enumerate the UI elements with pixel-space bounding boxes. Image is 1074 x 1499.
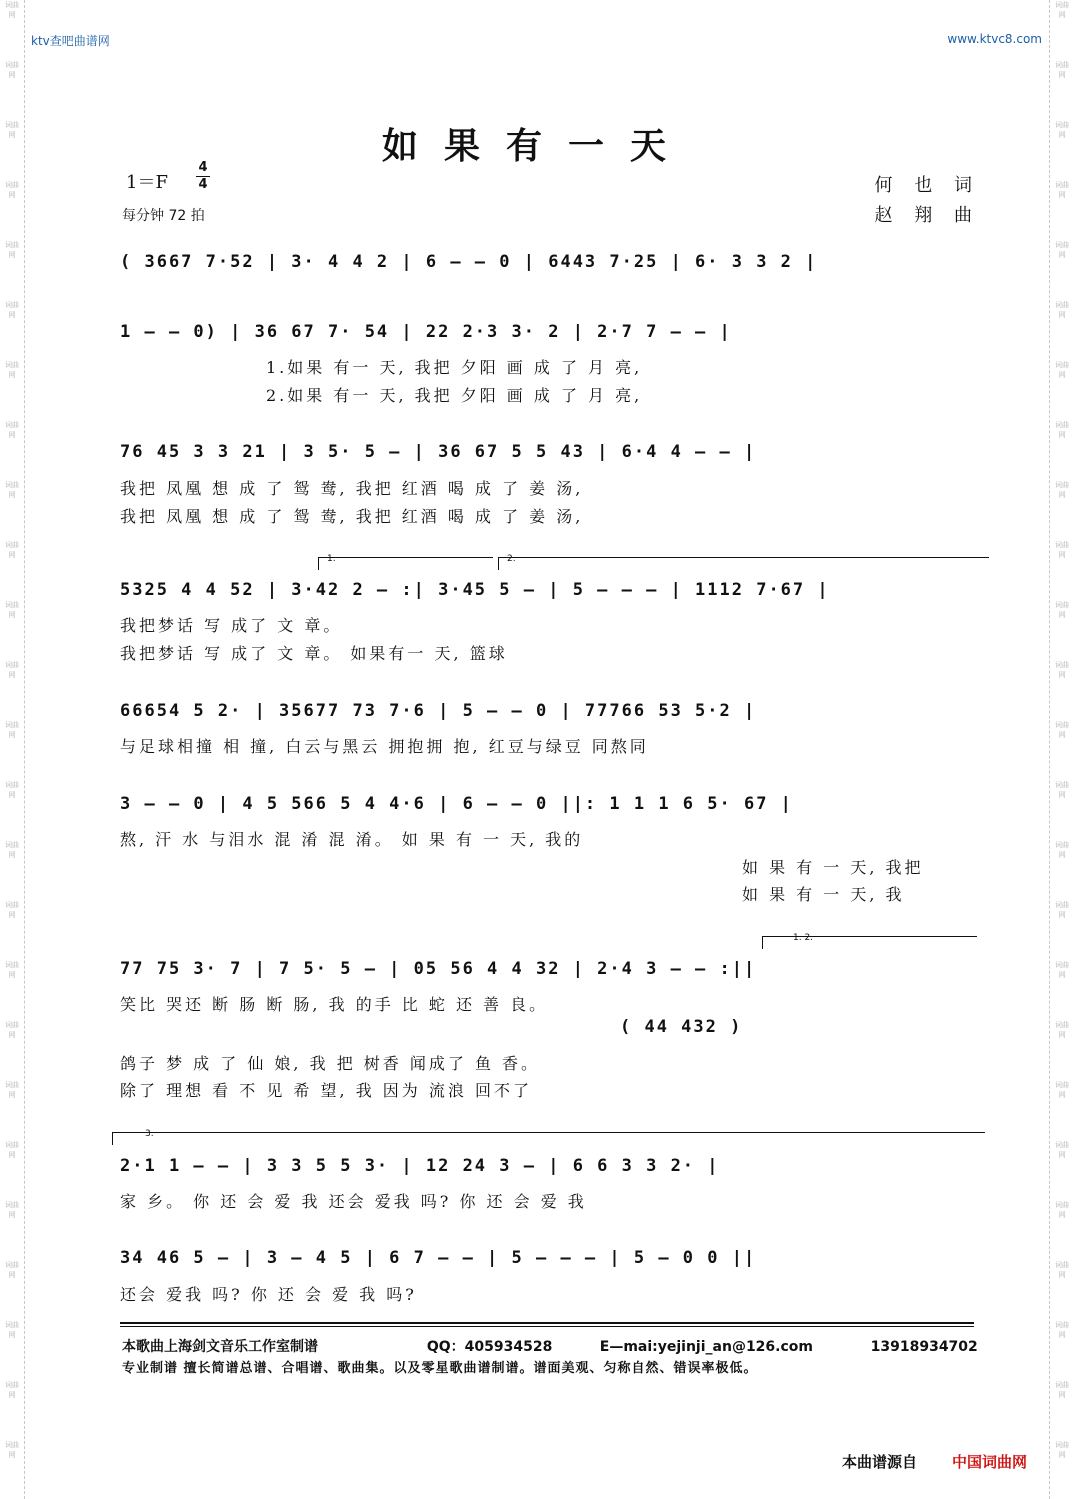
header-site-url[interactable]: www.ktvc8.com: [947, 32, 1042, 46]
side-watermark-mark: 词曲网: [5, 1081, 19, 1099]
notation-line: 2·1 1 — — | 3 3 5 5 3· | 12 24 3 — | 6 6 3 3 2· |: [120, 1156, 720, 1176]
side-watermark-mark: 词曲网: [1055, 1381, 1069, 1399]
side-watermark-mark: 词曲网: [1055, 421, 1069, 439]
lyric-line: 如 果 有 一 天, 我把: [742, 858, 924, 877]
side-watermark-mark: 词曲网: [5, 121, 19, 139]
side-watermark-mark: 词曲网: [5, 841, 19, 859]
right-margin-watermark: [1049, 0, 1074, 1499]
tempo-marking: 每分钟 72 拍: [122, 208, 205, 224]
side-watermark-mark: 词曲网: [1055, 901, 1069, 919]
notation-line: 66654 5 2· | 35677 73 7·6 | 5 — — 0 | 77766 53 5·2 |: [120, 701, 757, 721]
volta-label: 1.: [327, 554, 336, 564]
notation-line: 5325 4 4 52 | 3·42 2 — :| 3·45 5 — | 5 — — — | 1112 7·67 |: [120, 580, 830, 600]
side-watermark-mark: 词曲网: [1055, 1021, 1069, 1039]
footer-studio: 本歌曲上海剑文音乐工作室制谱: [122, 1339, 318, 1355]
side-watermark-mark: 词曲网: [1055, 1, 1069, 19]
side-watermark-mark: 词曲网: [1055, 721, 1069, 739]
volta-label: 2.: [507, 554, 516, 564]
notation-line: 77 75 3· 7 | 7 5· 5 — | 05 56 4 4 32 | 2·4 3 — — :||: [120, 959, 757, 979]
notation-line: ( 3667 7·52 | 3· 4 4 2 | 6 — — 0 | 6443 7·25 | 6· 3 3 2 |: [120, 252, 818, 272]
lyric-line: 笑比 哭还 断 肠 断 肠, 我 的手 比 蛇 还 善 良。: [120, 995, 549, 1014]
volta-label: 1. 2.: [793, 933, 814, 943]
side-watermark-mark: 词曲网: [1055, 121, 1069, 139]
side-watermark-mark: 词曲网: [1055, 541, 1069, 559]
lyric-line: 我把 凤凰 想 成 了 鸳 鸯, 我把 红酒 喝 成 了 姜 汤,: [120, 507, 584, 526]
lyric-line: 熬, 汗 水 与泪水 混 淆 混 淆。 如 果 有 一 天, 我的: [120, 830, 584, 849]
volta-bracket: [498, 554, 989, 570]
side-watermark-mark: 词曲网: [1055, 661, 1069, 679]
side-watermark-mark: 词曲网: [1055, 1201, 1069, 1219]
side-watermark-mark: 词曲网: [5, 181, 19, 199]
side-watermark-mark: 词曲网: [5, 961, 19, 979]
side-watermark-mark: 词曲网: [1055, 1321, 1069, 1339]
side-watermark-mark: 词曲网: [1055, 361, 1069, 379]
side-watermark-mark: 词曲网: [1055, 241, 1069, 259]
lyric-line: 我把梦话 写 成了 文 章。 如果有一 天, 篮球: [120, 644, 508, 663]
side-watermark-mark: 词曲网: [5, 421, 19, 439]
notation-line: 1 — — 0) | 36 67 7· 54 | 22 2·3 3· 2 | 2·7 7 — — |: [120, 322, 732, 342]
lyric-line: 2.如果 有一 天, 我把 夕阳 画 成 了 月 亮,: [266, 386, 643, 405]
side-watermark-mark: 词曲网: [5, 1381, 19, 1399]
volta-bracket: [318, 554, 493, 570]
notation-line: 76 45 3 3 21 | 3 5· 5 — | 36 67 5 5 43 | 6·4 4 — — |: [120, 442, 757, 462]
time-signature-top: 4: [198, 160, 208, 175]
side-watermark-mark: 词曲网: [1055, 1081, 1069, 1099]
lyric-line: 我把梦话 写 成了 文 章。: [120, 616, 343, 635]
side-watermark-mark: 词曲网: [1055, 181, 1069, 199]
side-watermark-mark: 词曲网: [1055, 961, 1069, 979]
side-watermark-mark: 词曲网: [5, 601, 19, 619]
lyric-line: 还会 爱我 吗? 你 还 会 爱 我 吗?: [120, 1285, 417, 1304]
volta-label: 3.: [145, 1129, 154, 1139]
source-site-link[interactable]: 中国词曲网: [952, 1453, 1028, 1471]
notation-line: 3 — — 0 | 4 5 566 5 4 4·6 | 6 — — 0 ||: 1 1 1 6 5· 67 |: [120, 794, 793, 814]
side-watermark-mark: 词曲网: [1055, 1261, 1069, 1279]
side-watermark-mark: 词曲网: [5, 61, 19, 79]
lyric-line: 我把 凤凰 想 成 了 鸳 鸯, 我把 红酒 喝 成 了 姜 汤,: [120, 479, 584, 498]
source-label: 本曲谱源自: [842, 1453, 918, 1471]
time-signature-bottom: 4: [196, 176, 210, 193]
key-signature: 1＝F: [126, 172, 168, 193]
side-watermark-mark: 词曲网: [5, 721, 19, 739]
side-watermark-mark: 词曲网: [1055, 301, 1069, 319]
side-watermark-mark: 词曲网: [1055, 601, 1069, 619]
side-watermark-mark: 词曲网: [5, 541, 19, 559]
left-margin-watermark: [0, 0, 25, 1499]
notation-line: 34 46 5 — | 3 — 4 5 | 6 7 — — | 5 — — — | 5 — 0 0 ||: [120, 1248, 757, 1268]
footer-qq: QQ：405934528: [426, 1339, 553, 1355]
lyric-line: 家 乡。 你 还 会 爱 我 还会 爱我 吗? 你 还 会 爱 我: [120, 1192, 587, 1211]
side-watermark-mark: 词曲网: [5, 361, 19, 379]
side-watermark-mark: 词曲网: [1055, 1141, 1069, 1159]
footer-note: 专业制谱 擅长简谱总谱、合唱谱、歌曲集。以及零星歌曲谱制谱。谱面美观、匀称自然、错误率极低。: [122, 1361, 758, 1376]
lyric-line: 1.如果 有一 天, 我把 夕阳 画 成 了 月 亮,: [266, 358, 643, 377]
side-watermark-mark: 词曲网: [5, 781, 19, 799]
lyric-line: 除了 理想 看 不 见 希 望, 我 因为 流浪 回不了: [120, 1081, 532, 1100]
side-watermark-mark: 词曲网: [5, 1321, 19, 1339]
lyric-line: 鸽子 梦 成 了 仙 娘, 我 把 树香 闻成了 鱼 香。: [120, 1054, 541, 1073]
song-title: 如果有一天: [381, 125, 692, 167]
footer-email[interactable]: E—mai:yejinji_an@126.com: [599, 1339, 813, 1355]
volta-bracket: [762, 933, 977, 949]
side-watermark-mark: 词曲网: [5, 301, 19, 319]
side-watermark-mark: 词曲网: [5, 1261, 19, 1279]
side-watermark-mark: 词曲网: [5, 1, 19, 19]
side-watermark-mark: 词曲网: [1055, 781, 1069, 799]
header-site-name[interactable]: ktv查吧曲谱网: [31, 34, 110, 48]
side-watermark-mark: 词曲网: [5, 1441, 19, 1459]
footer-rule: [120, 1326, 974, 1327]
side-watermark-mark: 词曲网: [5, 661, 19, 679]
lyric-line: 如 果 有 一 天, 我: [742, 885, 905, 904]
side-watermark-mark: 词曲网: [5, 1141, 19, 1159]
side-watermark-mark: 词曲网: [5, 481, 19, 499]
footer-phone: 13918934702: [870, 1339, 978, 1355]
lyric-line: 与足球相撞 相 撞, 白云与黑云 拥抱拥 抱, 红豆与绿豆 同熬同: [120, 737, 649, 756]
time-signature: [196, 160, 210, 193]
side-watermark-mark: 词曲网: [1055, 61, 1069, 79]
volta-bracket: [112, 1129, 985, 1145]
side-watermark-mark: 词曲网: [1055, 1441, 1069, 1459]
footer-contact: [122, 1336, 978, 1356]
side-watermark-mark: 词曲网: [5, 1021, 19, 1039]
side-watermark-mark: 词曲网: [5, 1201, 19, 1219]
side-watermark-mark: 词曲网: [5, 901, 19, 919]
notation-line: ( 44 432 ): [620, 1017, 743, 1037]
side-watermark-mark: 词曲网: [1055, 841, 1069, 859]
footer-rule: [120, 1322, 974, 1324]
composer-credit: 赵 翔 曲: [874, 205, 980, 226]
lyricist-credit: 何 也 词: [874, 175, 980, 196]
side-watermark-mark: 词曲网: [1055, 481, 1069, 499]
side-watermark-mark: 词曲网: [5, 241, 19, 259]
